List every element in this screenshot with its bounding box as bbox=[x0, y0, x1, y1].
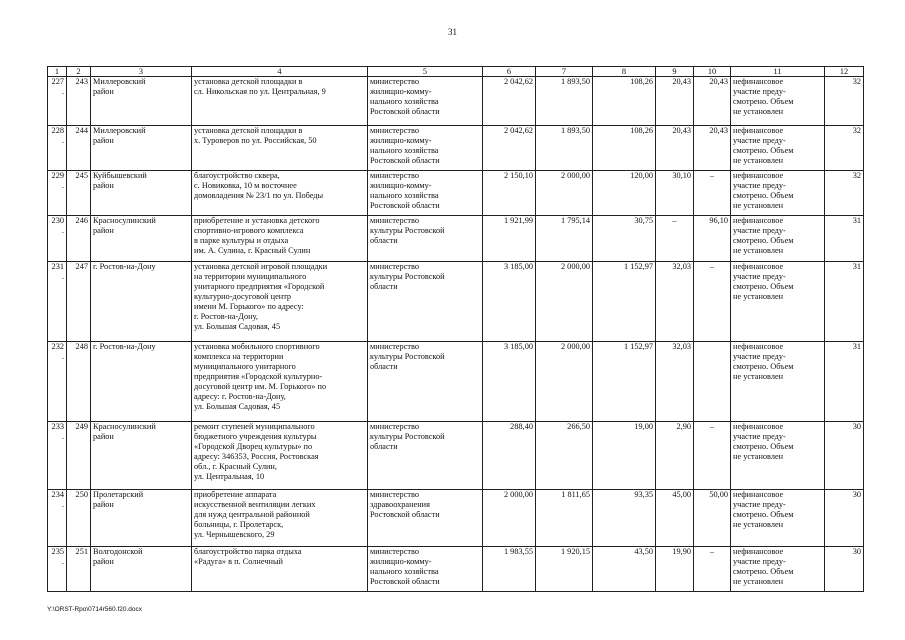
value-cell-12: 31 bbox=[825, 216, 864, 262]
column-header: 2 bbox=[67, 67, 91, 77]
ministry-cell: министерство жилищно-комму- нального хозяйства Ростовской области bbox=[368, 547, 483, 592]
note-cell: нефинансовое участие преду- смотрено. Объем не установлен bbox=[731, 216, 825, 262]
value-cell-6: 3 185,00 bbox=[483, 262, 536, 342]
table-row bbox=[48, 422, 864, 490]
value-cell-12: 30 bbox=[825, 547, 864, 592]
table-row bbox=[48, 547, 864, 592]
value-cell-8: 93,35 bbox=[593, 490, 656, 547]
column-header: 4 bbox=[192, 67, 368, 77]
value-cell-9: 30,10 bbox=[656, 171, 694, 216]
footer-file-path: Y:\ORST-Rpo\0714r560.f20.docx bbox=[47, 606, 143, 613]
value-cell-6: 1 983,55 bbox=[483, 547, 536, 592]
district-cell: Пролетарский район bbox=[91, 490, 192, 547]
value-cell-9: 32,03 bbox=[656, 342, 694, 422]
table-row bbox=[48, 342, 864, 422]
value-cell-8: 43,50 bbox=[593, 547, 656, 592]
ministry-cell: министерство здравоохранения Ростовской области bbox=[368, 490, 483, 547]
value-cell-9: 19,90 bbox=[656, 547, 694, 592]
value-cell-6: 1 921,99 bbox=[483, 216, 536, 262]
value-cell-12: 32 bbox=[825, 171, 864, 216]
ministry-cell: министерство культуры Ростовской области bbox=[368, 262, 483, 342]
value-cell-7: 1 920,15 bbox=[536, 547, 593, 592]
district-cell: г. Ростов-на-Дону bbox=[91, 342, 192, 422]
value-cell-8: 30,75 bbox=[593, 216, 656, 262]
column-header: 8 bbox=[593, 67, 656, 77]
value-cell-10: – bbox=[694, 262, 731, 342]
row-number: 228. bbox=[48, 126, 67, 171]
value-cell-7: 1 893,50 bbox=[536, 77, 593, 126]
value-cell-6: 2 150,10 bbox=[483, 171, 536, 216]
value-cell-7: 2 000,00 bbox=[536, 171, 593, 216]
table-row bbox=[48, 77, 864, 126]
note-cell: нефинансовое участие преду- смотрено. Объем не установлен bbox=[731, 490, 825, 547]
value-cell-12: 30 bbox=[825, 422, 864, 490]
value-cell-9: 20,43 bbox=[656, 77, 694, 126]
value-cell-10: 50,00 bbox=[694, 490, 731, 547]
value-cell-6: 2 000,00 bbox=[483, 490, 536, 547]
district-cell: Волгодонской район bbox=[91, 547, 192, 592]
note-cell: нефинансовое участие преду- смотрено. Объем не установлен bbox=[731, 77, 825, 126]
note-cell: нефинансовое участие преду- смотрено. Объем не установлен bbox=[731, 422, 825, 490]
ministry-cell: министерство культуры Ростовской области bbox=[368, 342, 483, 422]
row-id: 247 bbox=[67, 262, 91, 342]
value-cell-6: 288,40 bbox=[483, 422, 536, 490]
object-cell: ремонт ступеней муниципального бюджетного учреждения культуры «Городской Дворец культуры» по адресу: 346353, Россия, Ростовская обл., г. Красный Сулин, ул. Центральная, 10 bbox=[192, 422, 368, 490]
note-cell: нефинансовое участие преду- смотрено. Объем не установлен bbox=[731, 171, 825, 216]
table-row bbox=[48, 126, 864, 171]
value-cell-8: 120,00 bbox=[593, 171, 656, 216]
value-cell-7: 2 000,00 bbox=[536, 262, 593, 342]
value-cell-12: 31 bbox=[825, 262, 864, 342]
object-cell: установка детской игровой площадки на территории муниципального унитарного предприятия «Городской культурно-досуговой центр имени М. Горького» по адресу: г. Ростов-на-Дону, ул. Большая Садовая, 45 bbox=[192, 262, 368, 342]
ministry-cell: министерство жилищно-комму- нального хозяйства Ростовской области bbox=[368, 126, 483, 171]
value-cell-10: – bbox=[694, 171, 731, 216]
value-cell-12: 30 bbox=[825, 490, 864, 547]
value-cell-7: 2 000,00 bbox=[536, 342, 593, 422]
value-cell-9: 2,90 bbox=[656, 422, 694, 490]
value-cell-8: 1 152,97 bbox=[593, 262, 656, 342]
value-cell-6: 2 042,62 bbox=[483, 126, 536, 171]
district-cell: Красносулинский район bbox=[91, 422, 192, 490]
row-number: 234. bbox=[48, 490, 67, 547]
district-cell: Красносулинский район bbox=[91, 216, 192, 262]
table-row bbox=[48, 262, 864, 342]
value-cell-8: 108,26 bbox=[593, 77, 656, 126]
column-header: 3 bbox=[91, 67, 192, 77]
ministry-cell: министерство культуры Ростовской области bbox=[368, 422, 483, 490]
table-row bbox=[48, 490, 864, 547]
ministry-cell: министерство жилищно-комму- нального хозяйства Ростовской области bbox=[368, 77, 483, 126]
value-cell-12: 32 bbox=[825, 77, 864, 126]
row-id: 244 bbox=[67, 126, 91, 171]
table-row bbox=[48, 171, 864, 216]
value-cell-10 bbox=[694, 342, 731, 422]
ministry-cell: министерство культуры Ростовской области bbox=[368, 216, 483, 262]
object-cell: установка мобильного спортивного комплекса на территории муниципального унитарного предприятия «Городской культурно- досуговой центр им. М. Горького» по адресу: г. Ростов-на-Дону, ул. Большая Садовая, 45 bbox=[192, 342, 368, 422]
column-header: 6 bbox=[483, 67, 536, 77]
row-id: 248 bbox=[67, 342, 91, 422]
value-cell-8: 19,00 bbox=[593, 422, 656, 490]
note-cell: нефинансовое участие преду- смотрено. Объем не установлен bbox=[731, 547, 825, 592]
value-cell-12: 31 bbox=[825, 342, 864, 422]
table-row bbox=[48, 216, 864, 262]
value-cell-8: 1 152,97 bbox=[593, 342, 656, 422]
row-number: 232. bbox=[48, 342, 67, 422]
row-id: 250 bbox=[67, 490, 91, 547]
ministry-cell: министерство жилищно-комму- нального хозяйства Ростовской области bbox=[368, 171, 483, 216]
value-cell-10: 20,43 bbox=[694, 126, 731, 171]
value-cell-9: 20,43 bbox=[656, 126, 694, 171]
district-cell: г. Ростов-на-Дону bbox=[91, 262, 192, 342]
object-cell: приобретение и установка детского спортивно-игрового комплекса в парке культуры и отдыха им. А. Сулина, г. Красный Сулин bbox=[192, 216, 368, 262]
value-cell-12: 32 bbox=[825, 126, 864, 171]
object-cell: благоустройство сквера, с. Новиковка, 10 м восточнее домовладения № 23/1 по ул. Победы bbox=[192, 171, 368, 216]
district-cell: Миллеровский район bbox=[91, 77, 192, 126]
row-id: 243 bbox=[67, 77, 91, 126]
value-cell-9: 32,03 bbox=[656, 262, 694, 342]
column-header: 5 bbox=[368, 67, 483, 77]
value-cell-7: 266,50 bbox=[536, 422, 593, 490]
value-cell-10: – bbox=[694, 547, 731, 592]
row-number: 230. bbox=[48, 216, 67, 262]
value-cell-9: – bbox=[656, 216, 694, 262]
document-table bbox=[47, 66, 864, 592]
object-cell: установка детской площадки в х. Туроверов по ул. Российская, 50 bbox=[192, 126, 368, 171]
value-cell-10: 96,10 bbox=[694, 216, 731, 262]
row-number: 233. bbox=[48, 422, 67, 490]
row-id: 249 bbox=[67, 422, 91, 490]
object-cell: приобретение аппарата искусственной вентиляции легких для нужд центральной районной больницы, г. Пролетарск, ул. Чернышевского, 29 bbox=[192, 490, 368, 547]
value-cell-10: 20,43 bbox=[694, 77, 731, 126]
note-cell: нефинансовое участие преду- смотрено. Объем не установлен bbox=[731, 126, 825, 171]
row-id: 245 bbox=[67, 171, 91, 216]
row-id: 246 bbox=[67, 216, 91, 262]
district-cell: Миллеровский район bbox=[91, 126, 192, 171]
value-cell-8: 108,26 bbox=[593, 126, 656, 171]
row-number: 227. bbox=[48, 77, 67, 126]
row-id: 251 bbox=[67, 547, 91, 592]
value-cell-7: 1 795,14 bbox=[536, 216, 593, 262]
column-header: 7 bbox=[536, 67, 593, 77]
column-header: 11 bbox=[731, 67, 825, 77]
value-cell-6: 2 042,62 bbox=[483, 77, 536, 126]
object-cell: установка детской площадки в сл. Никольская по ул. Центральная, 9 bbox=[192, 77, 368, 126]
note-cell: нефинансовое участие преду- смотрено. Объем не установлен bbox=[731, 342, 825, 422]
district-cell: Куйбышевский район bbox=[91, 171, 192, 216]
value-cell-7: 1 811,65 bbox=[536, 490, 593, 547]
value-cell-9: 45,00 bbox=[656, 490, 694, 547]
column-header: 9 bbox=[656, 67, 694, 77]
header-row bbox=[48, 67, 864, 77]
value-cell-7: 1 893,50 bbox=[536, 126, 593, 171]
column-header: 12 bbox=[825, 67, 864, 77]
row-number: 231. bbox=[48, 262, 67, 342]
note-cell: нефинансовое участие преду- смотрено. Объем не установлен bbox=[731, 262, 825, 342]
value-cell-10: – bbox=[694, 422, 731, 490]
row-number: 235. bbox=[48, 547, 67, 592]
object-cell: благоустройство парка отдыха «Радуга» в п. Солнечный bbox=[192, 547, 368, 592]
column-header: 10 bbox=[694, 67, 731, 77]
value-cell-6: 3 185,00 bbox=[483, 342, 536, 422]
page-number: 31 bbox=[448, 27, 457, 37]
row-number: 229. bbox=[48, 171, 67, 216]
column-header: 1 bbox=[48, 67, 67, 77]
